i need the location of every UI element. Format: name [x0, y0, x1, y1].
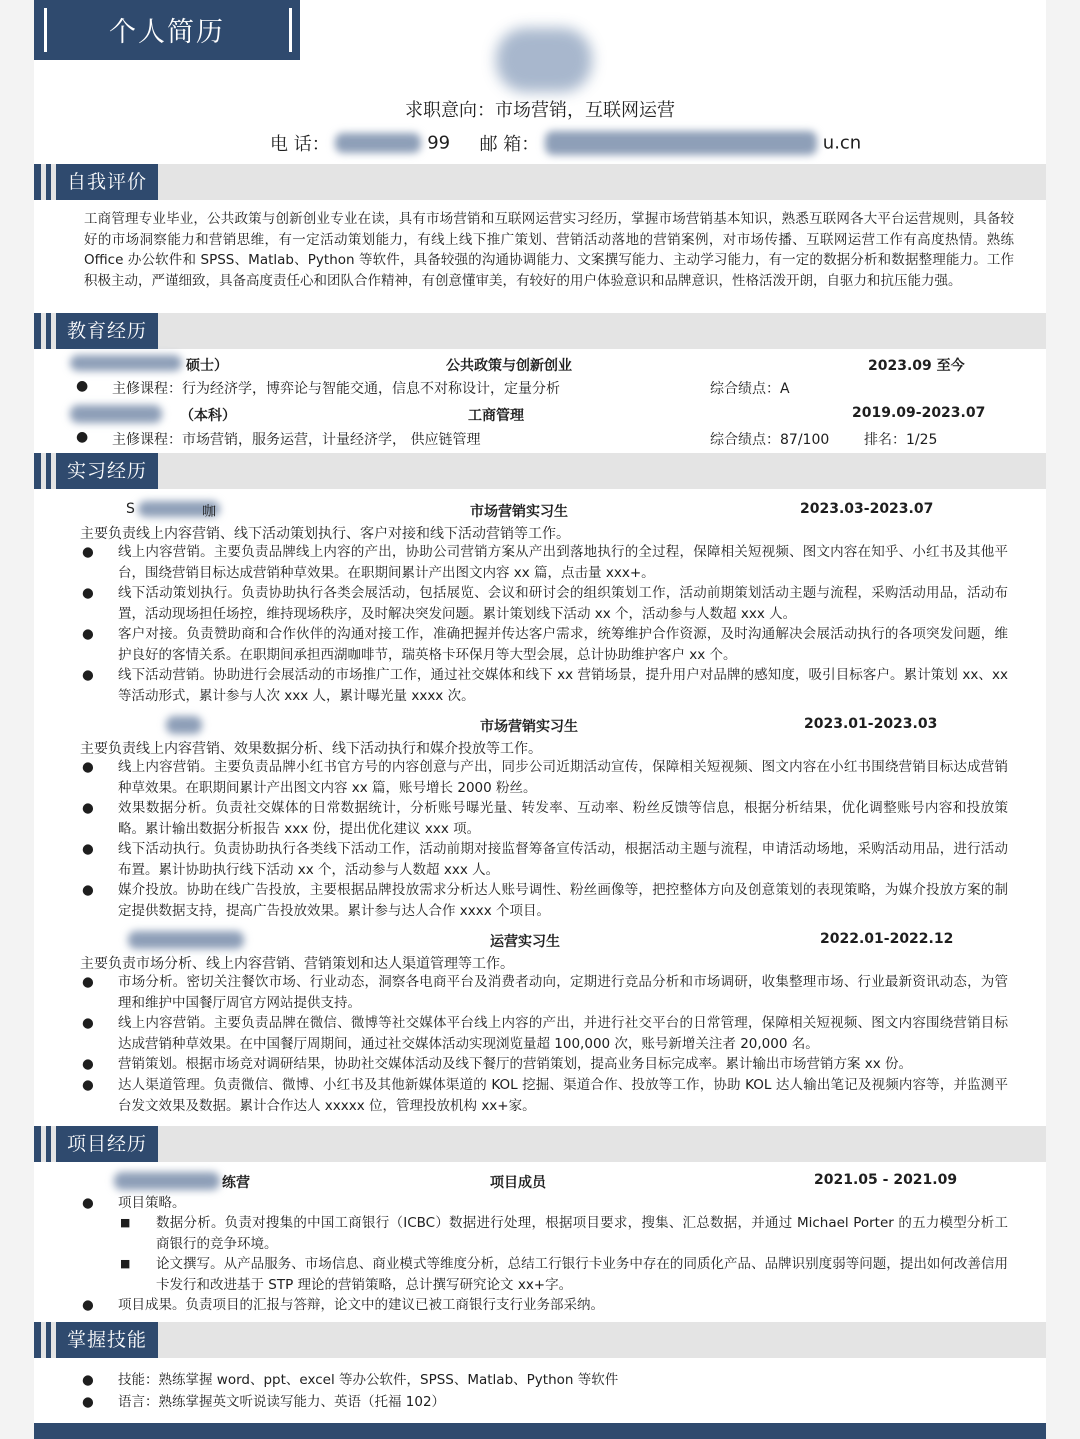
email-tail: u.cn	[822, 132, 862, 154]
list-item: ● 效果数据分析。负责社交媒体的日常数据统计，分析账号曝光量、转发率、互动率、粉丝反馈等信息，根据分析结果，优化调整账号内容和投放策略。累计输出数据分析报告 xxx 份，提出优化建议 xxx 项。	[82, 800, 1008, 837]
section-title: 教育经历	[56, 313, 158, 349]
job-intent: 求职意向：市场营销，互联网运营	[405, 100, 675, 121]
list-item: ● 线下活动执行。负责协助执行各类线下活动工作，活动前期对接监督筹备宣传活动，根据活动主题与流程，申请活动场地，采购活动用品，进行活动布置。累计协助执行线下活动 xx 个，活动参与人数超 xxx 人。	[82, 841, 1008, 878]
edu-row-2: （本科） 工商管理 2019.09-2023.07	[34, 405, 1046, 427]
resume-title: 个人简历	[109, 17, 225, 48]
section-title: 自我评价	[56, 164, 158, 200]
intern-1-summary: 主要负责线上内容营销、线下活动策划执行、客户对接和线下活动营销等工作。	[80, 526, 570, 542]
intern-2-header: 市场营销实习生 2023.01-2023.03	[34, 716, 1046, 738]
list-item: ● 线上内容营销。主要负责品牌线上内容的产出，协助公司营销方案从产出到落地执行的全过程，保障相关短视频、图文内容在知乎、小红书及其他平台，围绕营销目标达成营销种草效果。在职期间累计产出图文内容 xx 篇，点击量 xxx+。	[82, 544, 1008, 581]
section-project	[34, 1126, 1046, 1162]
self-eval-text: 工商管理专业毕业，公共政策与创新创业专业在读，具有市场营销和互联网运营实习经历，掌握市场营销基本知识，熟悉互联网各大平台运营规则，具备较好的市场洞察能力和营销思维，有一定活动策划能力，有线上线下推广策划、营销活动落地的营销案例，对市场传播、互联网运营工作有高度热情。熟练 Office 办公软件和 SPSS、Matlab、Python 等软件，具备较强的沟通协调能力、文案撰写能力、主动学习能力，有一定的数据分析和数据整理能力。工作积极主动，严谨细致，具备高度责任心和团队合作精神，有创意懂审美，有较好的用户体验意识和品牌意识，性格活泼开朗，自驱力和抗压能力强。	[84, 211, 1014, 289]
list-item: ● 技能：熟练掌握 word、ppt、excel 等办公软件，SPSS、Matlab、Python 等软件	[82, 1372, 619, 1388]
list-item: ● 线上内容营销。主要负责品牌小红书官方号的内容创意与产出，同步公司近期活动宣传，保障相关短视频、图文内容在小红书围绕营销目标达成营销种草效果。在职期间累计产出图文内容 xx 篇，账号增长 2000 粉丝。	[82, 759, 1008, 796]
list-item: ● 语言：熟练掌握英文听说读写能力、英语（托福 102）	[82, 1394, 446, 1410]
intern-1-header: S 咖 市场营销实习生 2023.03-2023.07	[126, 501, 934, 520]
footer-bar	[34, 1423, 1046, 1439]
section-internship	[34, 453, 1046, 489]
list-item: ● 项目成果。负责项目的汇报与答辩，论文中的建议已被工商银行支行业务部采纳。	[82, 1297, 604, 1313]
list-item: ● 项目策略。	[82, 1195, 186, 1211]
intern-3-summary: 主要负责市场分析、线上内容营销、营销策划和达人渠道管理等工作。	[80, 956, 514, 972]
section-self-eval	[34, 164, 1046, 200]
intern-3-header: 运营实习生 2022.01-2022.12	[34, 931, 1046, 953]
phone-tail: 99	[427, 132, 451, 154]
redacted-photo	[496, 28, 592, 92]
title-banner	[34, 0, 300, 60]
section-education	[34, 313, 1046, 349]
list-item: ● 客户对接。负责赞助商和合作伙伴的沟通对接工作，准确把握并传达客户需求，统筹维护合作资源，及时沟通解决会展活动执行的各项突发问题，维护良好的客情关系。在职期间承担西湖咖啡节，瑞英格卡环保月等大型会展，总计协助维护客户 xx 个。	[82, 626, 1008, 663]
list-item: ● 线下活动营销。协助进行会展活动的市场推广工作，通过社交媒体和线下 xx 营销场景，提升用户对品牌的感知度，吸引目标客户。累计策划 xx、xx 等活动形式，累计参与人次 xxx 人，累计曝光量 xxxx 次。	[82, 667, 1008, 704]
list-item: ● 线下活动策划执行。负责协助执行各类会展活动，包括展览、会议和研讨会的组织策划工作，活动前期策划活动主题与流程，采购活动用品，活动布置，活动现场担任场控，维持现场秩序，及时解决突发问题。累计策划线下活动 xx 个，活动参与人数超 xxx 人。	[82, 585, 1008, 622]
list-item: ■ 数据分析。负责对搜集的中国工商银行（ICBC）数据进行处理，根据项目要求，搜集、汇总数据，并通过 Michael Porter 的五力模型分析工商银行的竞争环境。	[120, 1215, 1008, 1252]
section-title: 实习经历	[56, 453, 158, 489]
intern-2-summary: 主要负责线上内容营销、效果数据分析、线下活动执行和媒介投放等工作。	[80, 741, 542, 757]
list-item: ■ 论文撰写。从产品服务、市场信息、商业模式等维度分析，总结工行银行卡业务中存在的同质化产品、品牌识别度弱等问题，提出如何改善信用卡发行和改进基于 STP 理论的营销策略，总计撰写研究论文 xx+字。	[120, 1256, 1008, 1293]
edu-row-1: 硕士） 公共政策与创新创业 2023.09 至今	[34, 355, 1046, 377]
list-item: ● 营销策划。根据市场竞对调研结果，协助社交媒体活动及线下餐厅的营销策划，提高业务目标完成率。累计输出市场营销方案 xx 份。	[82, 1056, 913, 1072]
phone-label: 电 话：	[270, 134, 330, 155]
resume-page	[34, 0, 1046, 1439]
list-item: ● 线上内容营销。主要负责品牌在微信、微博等社交媒体平台线上内容的产出，并进行社交平台的日常管理，保障相关短视频、图文内容围绕营销目标达成营销种草效果。在中国餐厅周期间，通过社交媒体活动实现浏览量超 100,000 次，账号新增关注者 20,000 名。	[82, 1015, 1008, 1052]
contact-line	[270, 130, 861, 156]
list-item: ● 市场分析。密切关注餐饮市场、行业动态，洞察各电商平台及消费者动向，定期进行竞品分析和市场调研，收集整理市场、行业最新资讯动态，为管理和维护中国餐厅周官方网站提供支持。	[82, 974, 1008, 1011]
list-item: ● 媒介投放。协助在线广告投放，主要根据品牌投放需求分析达人账号调性、粉丝画像等，把控整体方向及创意策划的表现策略，为媒介投放方案的制定提供数据支持，提高广告投放效果。累计参与达人合作 xxxx 个项目。	[82, 882, 1008, 919]
list-item: ● 达人渠道管理。负责微信、微博、小红书及其他新媒体渠道的 KOL 挖掘、渠道合作、投放等工作，协助 KOL 达人输出笔记及视频内容等，并监测平台发文效果及数据。累计合作达人 xxxxx 位，管理投放机构 xx+家。	[82, 1077, 1008, 1114]
section-skills	[34, 1322, 1046, 1358]
section-title: 项目经历	[56, 1126, 158, 1162]
email-label: 邮 箱：	[479, 134, 540, 155]
edu-row-2-details: ● 主修课程：市场营销，服务运营，计量经济学， 供应链管理 综合绩点：87/100 排名：1/25	[76, 429, 938, 448]
section-title: 掌握技能	[56, 1322, 158, 1358]
project-header: 练营 项目成员 2021.05 - 2021.09	[34, 1172, 1046, 1194]
edu-row-1-details: ● 主修课程：行为经济学，博弈论与智能交通，信息不对称设计，定量分析 综合绩点：A	[76, 378, 790, 397]
